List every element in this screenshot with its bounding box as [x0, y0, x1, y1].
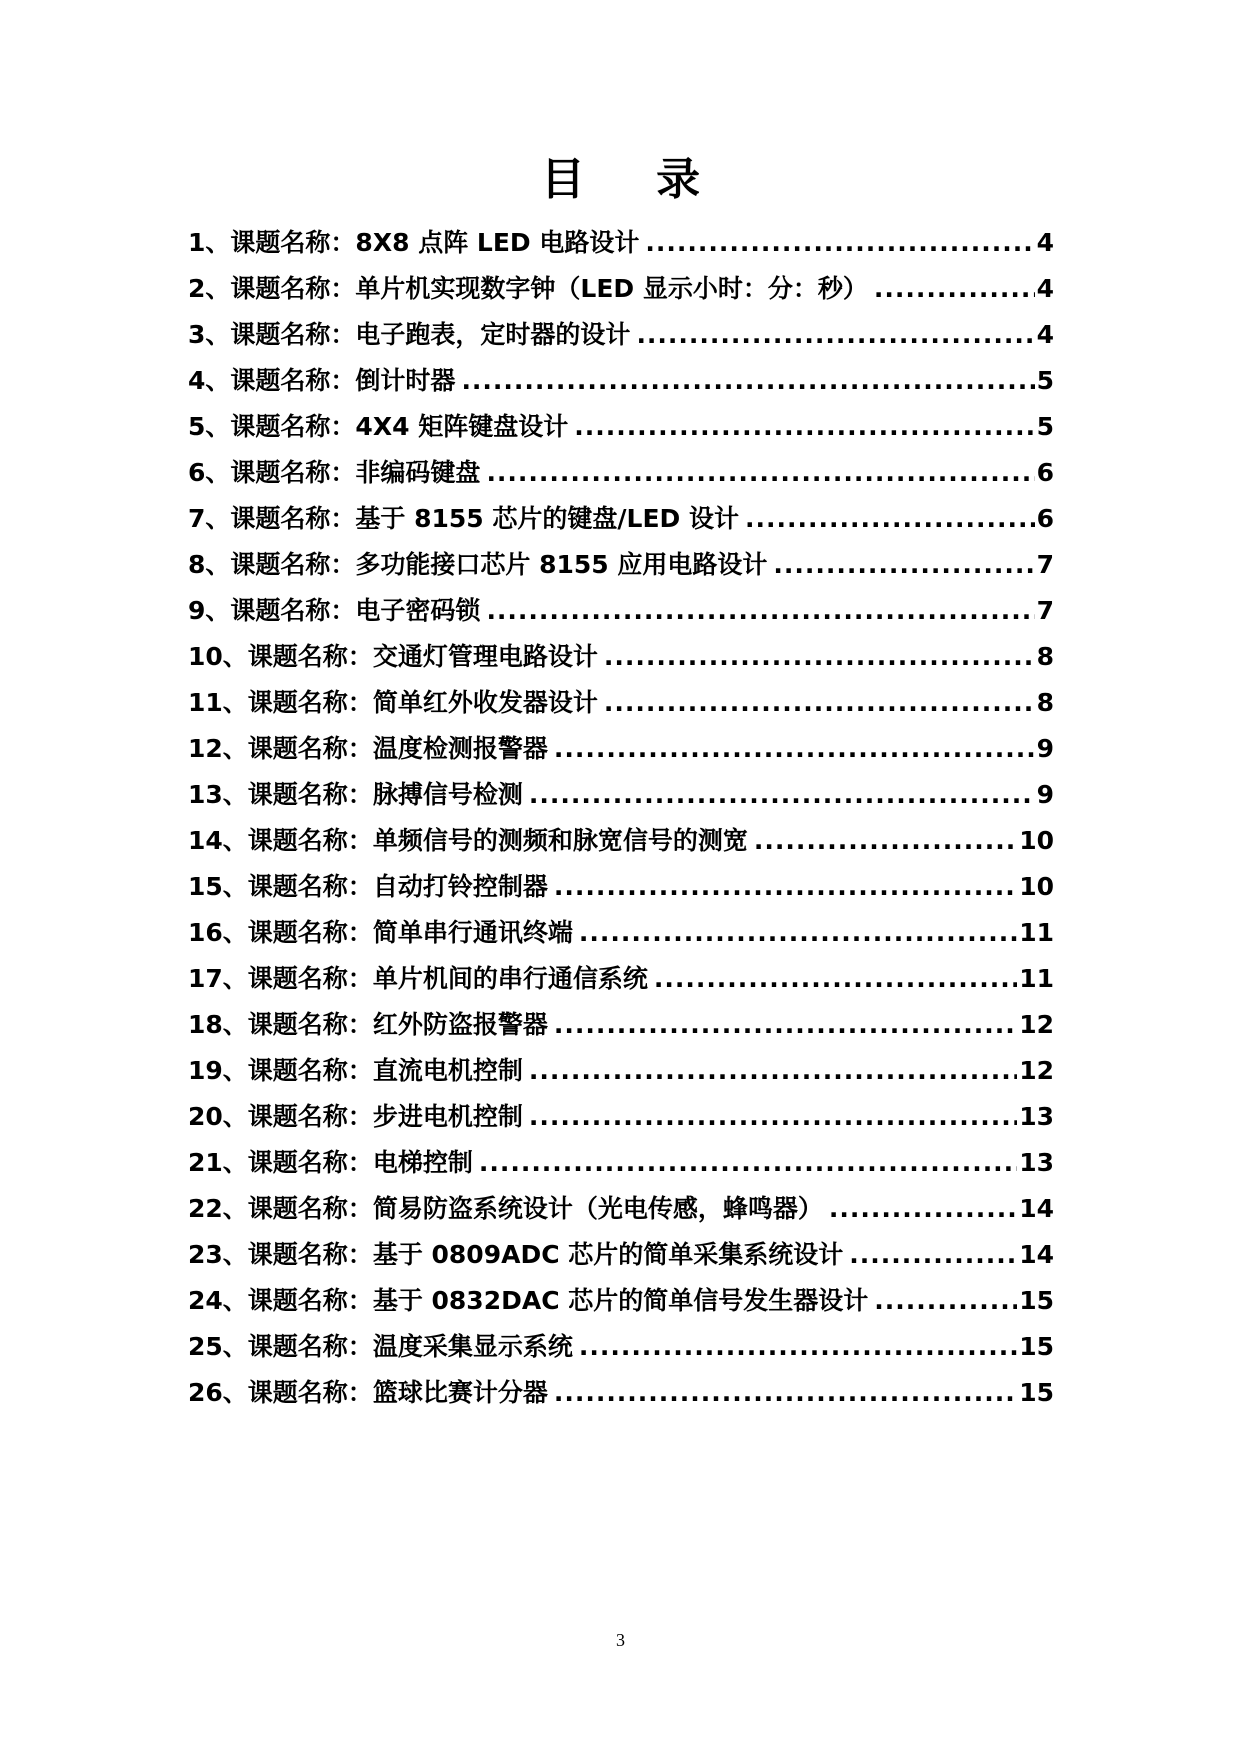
toc-entry-title: 步进电机控制: [372, 1102, 523, 1131]
toc-entry-title: 单片机间的串行通信系统: [372, 964, 648, 993]
toc-entry[interactable]: [188, 358, 1054, 404]
toc-entry-number: 5: [188, 412, 206, 441]
toc-entry-page: 10: [1019, 872, 1054, 901]
toc-entry-prefix: 、课题名称：: [222, 1102, 373, 1131]
toc-entry-number: 12: [188, 734, 223, 763]
toc-entry-number: 14: [188, 826, 223, 855]
toc-entry-prefix: 、课题名称：: [205, 596, 356, 625]
toc-dot-leader: [874, 1278, 1017, 1324]
toc-entry-prefix: 、课题名称：: [222, 1378, 373, 1407]
toc-entry-prefix: 、课题名称：: [222, 1194, 373, 1223]
toc-entry-prefix: 、课题名称：: [222, 1056, 373, 1085]
toc-entry-number: 19: [188, 1056, 223, 1085]
toc-dot-leader: [529, 1094, 1017, 1140]
toc-entry-prefix: 、课题名称：: [205, 550, 356, 579]
toc-entry-page: 13: [1019, 1102, 1054, 1131]
toc-entry-prefix: 、课题名称：: [222, 734, 373, 763]
toc-entry[interactable]: [188, 1140, 1054, 1186]
toc-entry-number: 2: [188, 274, 206, 303]
toc-entry[interactable]: [188, 266, 1054, 312]
toc-entry-title: 自动打铃控制器: [372, 872, 548, 901]
toc-entry-number: 25: [188, 1332, 223, 1361]
toc-entry[interactable]: [188, 634, 1054, 680]
toc-dot-leader: [486, 588, 1034, 634]
toc-entry-number: 4: [188, 366, 206, 395]
toc-entry-page: 11: [1019, 918, 1054, 947]
toc-entry-number: 8: [188, 550, 206, 579]
toc-entry-number: 11: [188, 688, 223, 717]
toc-dot-leader: [754, 818, 1017, 864]
toc-dot-leader: [579, 910, 1017, 956]
toc-entry[interactable]: [188, 1278, 1054, 1324]
toc-entry-number: 3: [188, 320, 206, 349]
toc-entry-number: 20: [188, 1102, 223, 1131]
toc-entry[interactable]: [188, 864, 1054, 910]
toc-entry-number: 16: [188, 918, 223, 947]
toc-dot-leader: [773, 542, 1034, 588]
toc-entry[interactable]: [188, 588, 1054, 634]
toc-entry-page: 5: [1036, 412, 1054, 441]
toc-dot-leader: [486, 450, 1034, 496]
toc-entry-prefix: 、课题名称：: [222, 642, 373, 671]
toc-entry-number: 6: [188, 458, 206, 487]
toc-entry-number: 18: [188, 1010, 223, 1039]
toc-entry-page: 13: [1019, 1148, 1054, 1177]
toc-entry-prefix: 、课题名称：: [222, 688, 373, 717]
toc-entry-page: 7: [1036, 550, 1054, 579]
toc-entry[interactable]: [188, 1094, 1054, 1140]
toc-dot-leader: [554, 1370, 1017, 1416]
toc-entry[interactable]: [188, 680, 1054, 726]
toc-dot-leader: [479, 1140, 1017, 1186]
toc-dot-leader: [554, 864, 1017, 910]
toc-dot-leader: [554, 726, 1035, 772]
toc-dot-leader: [745, 496, 1035, 542]
toc-entry-page: 8: [1036, 688, 1054, 717]
toc-entry-number: 1: [188, 228, 206, 257]
toc-entry-title: 基于 8155 芯片的键盘/LED 设计: [355, 504, 740, 533]
toc-dot-leader: [829, 1186, 1017, 1232]
toc-entry-prefix: 、课题名称：: [222, 826, 373, 855]
toc-dot-leader: [529, 772, 1035, 818]
toc-entry-title: 电子跑表，定时器的设计: [355, 320, 631, 349]
toc-entry-prefix: 、课题名称：: [205, 320, 356, 349]
toc-entry-number: 10: [188, 642, 223, 671]
toc-entry-page: 9: [1036, 734, 1054, 763]
toc-entry-page: 4: [1036, 320, 1054, 349]
toc-dot-leader: [574, 404, 1034, 450]
toc-entry[interactable]: [188, 772, 1054, 818]
toc-entry-title: 基于 0809ADC 芯片的简单采集系统设计: [372, 1240, 844, 1269]
toc-entry-title: 交通灯管理电路设计: [372, 642, 598, 671]
toc-entry[interactable]: [188, 1002, 1054, 1048]
toc-entry-title: 红外防盗报警器: [372, 1010, 548, 1039]
toc-entry-number: 15: [188, 872, 223, 901]
toc-entry-title: 基于 0832DAC 芯片的简单信号发生器设计: [372, 1286, 869, 1315]
toc-entry-title: 4X4 矩阵键盘设计: [355, 412, 569, 441]
toc-entry-prefix: 、课题名称：: [205, 228, 356, 257]
toc-entry-page: 4: [1036, 274, 1054, 303]
toc-entry-title: 简单串行通讯终端: [372, 918, 573, 947]
toc-entry-page: 9: [1036, 780, 1054, 809]
toc-entry-prefix: 、课题名称：: [222, 1286, 373, 1315]
toc-entry-page: 7: [1036, 596, 1054, 625]
toc-dot-leader: [529, 1048, 1017, 1094]
toc-entry-page: 8: [1036, 642, 1054, 671]
toc-entry-prefix: 、课题名称：: [222, 964, 373, 993]
toc-entry-prefix: 、课题名称：: [222, 1148, 373, 1177]
toc-entry-page: 14: [1019, 1194, 1054, 1223]
toc-entry-prefix: 、课题名称：: [205, 366, 356, 395]
toc-entry[interactable]: [188, 312, 1054, 358]
toc-entry-title: 非编码键盘: [355, 458, 481, 487]
toc-entry-title: 多功能接口芯片 8155 应用电路设计: [355, 550, 768, 579]
toc-entry-number: 23: [188, 1240, 223, 1269]
toc-entry[interactable]: [188, 450, 1054, 496]
toc-dot-leader: [604, 634, 1035, 680]
toc-entry-page: 4: [1036, 228, 1054, 257]
toc-dot-leader: [874, 266, 1035, 312]
toc-entry-number: 9: [188, 596, 206, 625]
toc-entry-prefix: 、课题名称：: [222, 872, 373, 901]
toc-entry[interactable]: [188, 1048, 1054, 1094]
toc-entry[interactable]: [188, 1232, 1054, 1278]
toc-entry-title: 8X8 点阵 LED 电路设计: [355, 228, 640, 257]
toc-entry[interactable]: [188, 910, 1054, 956]
toc-entry[interactable]: [188, 496, 1054, 542]
toc-entry-page: 15: [1019, 1332, 1054, 1361]
toc-entry[interactable]: [188, 818, 1054, 864]
toc-entry-prefix: 、课题名称：: [222, 1010, 373, 1039]
toc-entry-prefix: 、课题名称：: [222, 918, 373, 947]
toc-entry-prefix: 、课题名称：: [222, 1332, 373, 1361]
toc-entry-number: 17: [188, 964, 223, 993]
toc-entry-number: 7: [188, 504, 206, 533]
toc-entry-page: 6: [1036, 504, 1054, 533]
toc-entry[interactable]: [188, 542, 1054, 588]
toc-dot-leader: [654, 956, 1017, 1002]
toc-entry-page: 5: [1036, 366, 1054, 395]
toc-entry-prefix: 、课题名称：: [205, 504, 356, 533]
toc-dot-leader: [604, 680, 1035, 726]
toc-entry[interactable]: [188, 1370, 1054, 1416]
toc-entry-page: 12: [1019, 1056, 1054, 1085]
toc-entry-title: 简易防盗系统设计（光电传感，蜂鸣器）: [372, 1194, 823, 1223]
toc-entry-title: 单频信号的测频和脉宽信号的测宽: [372, 826, 748, 855]
toc-entry[interactable]: [188, 1186, 1054, 1232]
toc-entry-page: 12: [1019, 1010, 1054, 1039]
toc-entry-title: 单片机实现数字钟（LED 显示小时：分：秒）: [355, 274, 868, 303]
toc-entry-page: 14: [1019, 1240, 1054, 1269]
toc-dot-leader: [579, 1324, 1017, 1370]
toc-entry-prefix: 、课题名称：: [222, 780, 373, 809]
toc-entry-title: 电子密码锁: [355, 596, 481, 625]
toc-entry-title: 篮球比赛计分器: [372, 1378, 548, 1407]
toc-entry-page: 15: [1019, 1286, 1054, 1315]
toc-entry[interactable]: [188, 726, 1054, 772]
toc-entry-page: 11: [1019, 964, 1054, 993]
toc-entry-page: 10: [1019, 826, 1054, 855]
toc-entry-prefix: 、课题名称：: [222, 1240, 373, 1269]
page-number: 3: [616, 1630, 625, 1650]
toc-entry-number: 22: [188, 1194, 223, 1223]
toc-entry[interactable]: [188, 404, 1054, 450]
toc-dot-leader: [849, 1232, 1017, 1278]
toc-entry-page: 6: [1036, 458, 1054, 487]
toc-entry-title: 直流电机控制: [372, 1056, 523, 1085]
toc-entry-number: 26: [188, 1378, 223, 1407]
toc-entry-page: 15: [1019, 1378, 1054, 1407]
toc-entry-title: 温度采集显示系统: [372, 1332, 573, 1361]
toc-entry-title: 倒计时器: [355, 366, 456, 395]
toc-entry-number: 13: [188, 780, 223, 809]
toc-dot-leader: [461, 358, 1034, 404]
toc-entry-number: 24: [188, 1286, 223, 1315]
toc-dot-leader: [636, 312, 1034, 358]
toc-dot-leader: [554, 1002, 1017, 1048]
toc-dot-leader: [645, 220, 1034, 266]
toc-entry-title: 简单红外收发器设计: [372, 688, 598, 717]
toc-entry-number: 21: [188, 1148, 223, 1177]
toc-entry-prefix: 、课题名称：: [205, 412, 356, 441]
toc-entry[interactable]: [188, 220, 1054, 266]
toc-entry[interactable]: [188, 956, 1054, 1002]
toc-entry-title: 温度检测报警器: [372, 734, 548, 763]
toc-entry-prefix: 、课题名称：: [205, 458, 356, 487]
toc-entry-title: 脉搏信号检测: [372, 780, 523, 809]
toc-entry-title: 电梯控制: [372, 1148, 473, 1177]
toc-entry-prefix: 、课题名称：: [205, 274, 356, 303]
table-of-contents: [188, 220, 1054, 1416]
toc-entry[interactable]: [188, 1324, 1054, 1370]
page-title: 目 录: [540, 154, 729, 205]
